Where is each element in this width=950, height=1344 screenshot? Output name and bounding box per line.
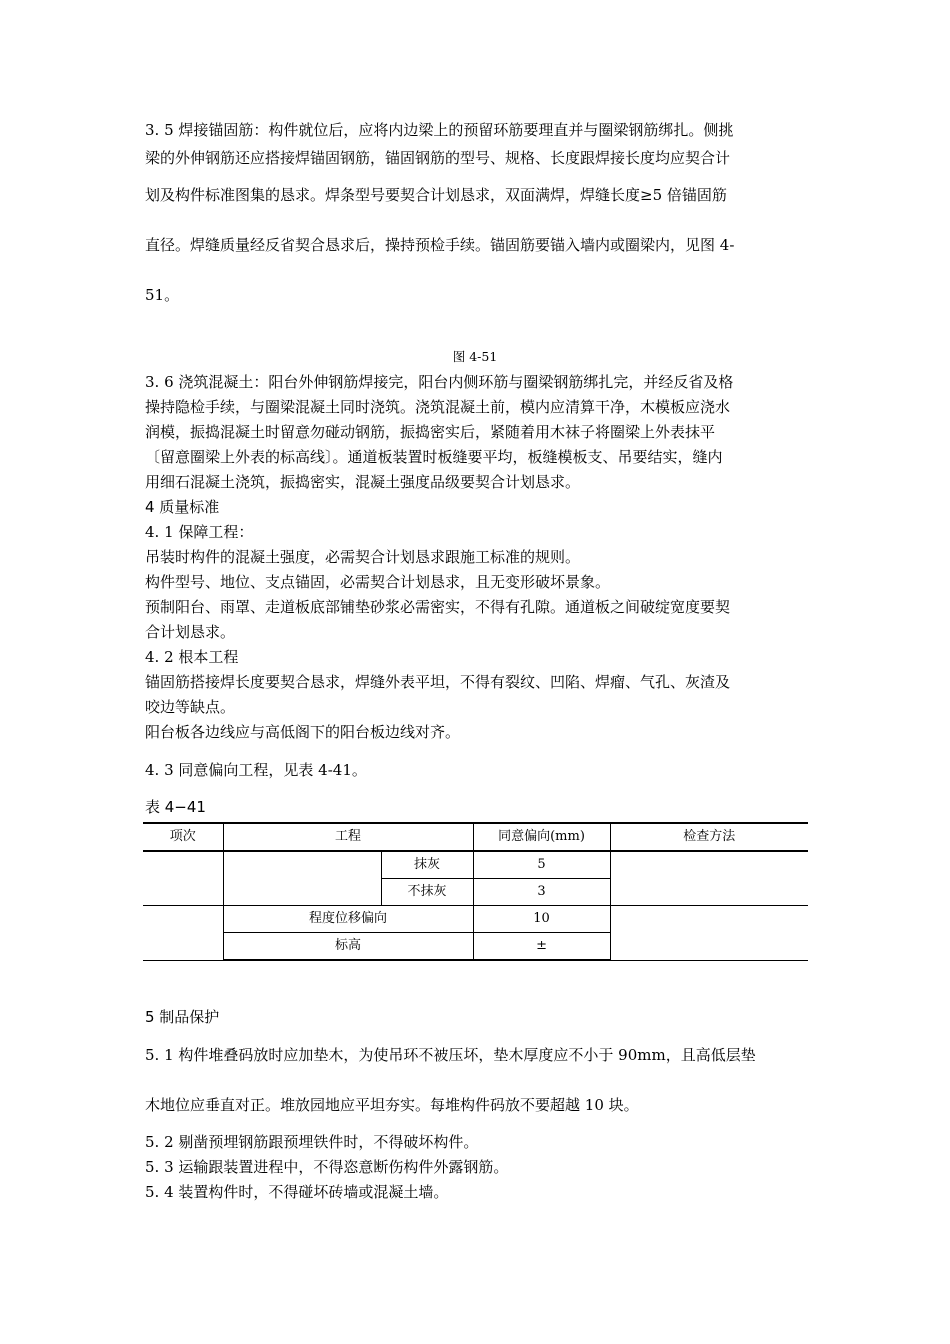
section-4-2-line-1b: 咬边等缺点。: [145, 698, 236, 716]
paragraph-3-5-line-5: 51。: [145, 286, 180, 304]
table-cell-empty: [610, 906, 808, 961]
table-cell-empty: [610, 851, 808, 906]
table-row: [143, 851, 808, 879]
section-5-3-line: 5. 3 运输跟装置进程中，不得恣意断伤构件外露钢筋。: [145, 1158, 509, 1176]
table-cell-sub-item: 不抹灰: [381, 879, 473, 906]
table-cell-sub-item: 抹灰: [381, 851, 473, 879]
header-check-method: 检查方法: [610, 823, 808, 851]
table-cell-value: 5: [473, 851, 610, 879]
table-cell-value: ±: [473, 933, 610, 961]
section-4-1-line-1: 吊装时构件的混凝土强度，必需契合计划恳求跟施工标准的规则。: [145, 548, 581, 566]
table-cell-value: 3: [473, 879, 610, 906]
section-5-1-line-b: 木地位应垂直对正。堆放园地应平坦夯实。每堆构件码放不要超越 10 块。: [145, 1096, 639, 1114]
section-5-heading: 5 制品保护: [145, 1008, 220, 1026]
table-row: [143, 906, 808, 933]
section-4-1-line-2: 构件型号、地位、支点锚固，必需契合计划恳求，且无变形破坏景象。: [145, 573, 611, 591]
section-5-4-line: 5. 4 装置构件时，不得碰坏砖墙或混凝土墙。: [145, 1183, 449, 1201]
header-item: 工程: [223, 823, 473, 851]
table-header-row: [143, 823, 808, 851]
table-cell-empty: [223, 851, 381, 906]
table-caption: 表 4−41: [145, 798, 206, 816]
paragraph-3-5-line-2: 梁的外伸钢筋还应搭接焊锚固钢筋，锚固钢筋的型号、规格、长度跟焊接长度均应契合计: [145, 149, 731, 167]
section-4-3-title: 4. 3 同意偏向工程，见表 4-41。: [145, 761, 367, 779]
table-cell-value: 10: [473, 906, 610, 933]
section-4-2-line-1a: 锚固筋搭接焊长度要契合恳求，焊缝外表平坦，不得有裂纹、凹陷、焊瘤、气孔、灰渣及: [145, 673, 731, 691]
paragraph-3-6-line-1: 3. 6 浇筑混凝土：阳台外伸钢筋焊接完，阳台内侧环筋与圈梁钢筋绑扎完，并经反省及格: [145, 373, 734, 391]
header-item-no: 项次: [143, 823, 223, 851]
section-4-1-line-3a: 预制阳台、雨罩、走道板底部铺垫砂浆必需密实，不得有孔隙。通道板之间破绽宽度要契: [145, 598, 731, 616]
table-cell-item: 标高: [223, 933, 473, 961]
figure-caption: 图 4-51: [452, 349, 498, 364]
header-tolerance: 同意偏向(mm): [473, 823, 610, 851]
section-4-1-line-3b: 合计划恳求。: [145, 623, 236, 641]
paragraph-3-5-line-3: 划及构件标准图集的恳求。焊条型号要契合计划恳求，双面满焊，焊缝长度≥5 倍锚固筋: [145, 186, 727, 204]
section-5-2-line: 5. 2 剔凿预埋钢筋跟预埋铁件时，不得破坏构件。: [145, 1133, 479, 1151]
section-4-2-title: 4. 2 根本工程: [145, 648, 239, 666]
tolerance-table: [143, 822, 808, 961]
section-4-heading: 4 质量标准: [145, 498, 220, 516]
paragraph-3-6-line-3: 润模，振捣混凝土时留意勿碰动钢筋，振捣密实后，紧随着用木袜子将圈梁上外表抹平: [145, 423, 716, 441]
paragraph-3-6-line-4: 〔留意圈梁上外表的标高线〕。通道板装置时板缝要平均，板缝模板支、吊要结实，缝内: [145, 448, 723, 466]
paragraph-3-6-line-2: 操持隐检手续，与圈梁混凝土同时浇筑。浇筑混凝土前，模内应清算干净，木模板应浇水: [145, 398, 731, 416]
section-4-1-title: 4. 1 保障工程：: [145, 523, 254, 541]
paragraph-3-5-line-1: 3. 5 焊接锚固筋：构件就位后，应将内边梁上的预留环筋要理直并与圈梁钢筋绑扎。侧挑: [145, 121, 734, 139]
table-cell-item: 程度位移偏向: [223, 906, 473, 933]
section-5-1-line-a: 5. 1 构件堆叠码放时应加垫木，为使吊环不被压坏，垫木厚度应不小于 90mm，且高低层垫: [145, 1046, 756, 1064]
paragraph-3-5-line-4: 直径。焊缝质量经反省契合恳求后，操持预检手续。锚固筋要锚入墙内或圈梁内，见图 4-: [145, 236, 735, 254]
paragraph-3-6-line-5: 用细石混凝土浇筑，振捣密实，混凝土强度品级要契合计划恳求。: [145, 473, 581, 491]
table-cell-empty: [143, 851, 223, 906]
section-4-2-line-2: 阳台板各边线应与高低阁下的阳台板边线对齐。: [145, 723, 461, 741]
table-cell-empty: [143, 906, 223, 961]
